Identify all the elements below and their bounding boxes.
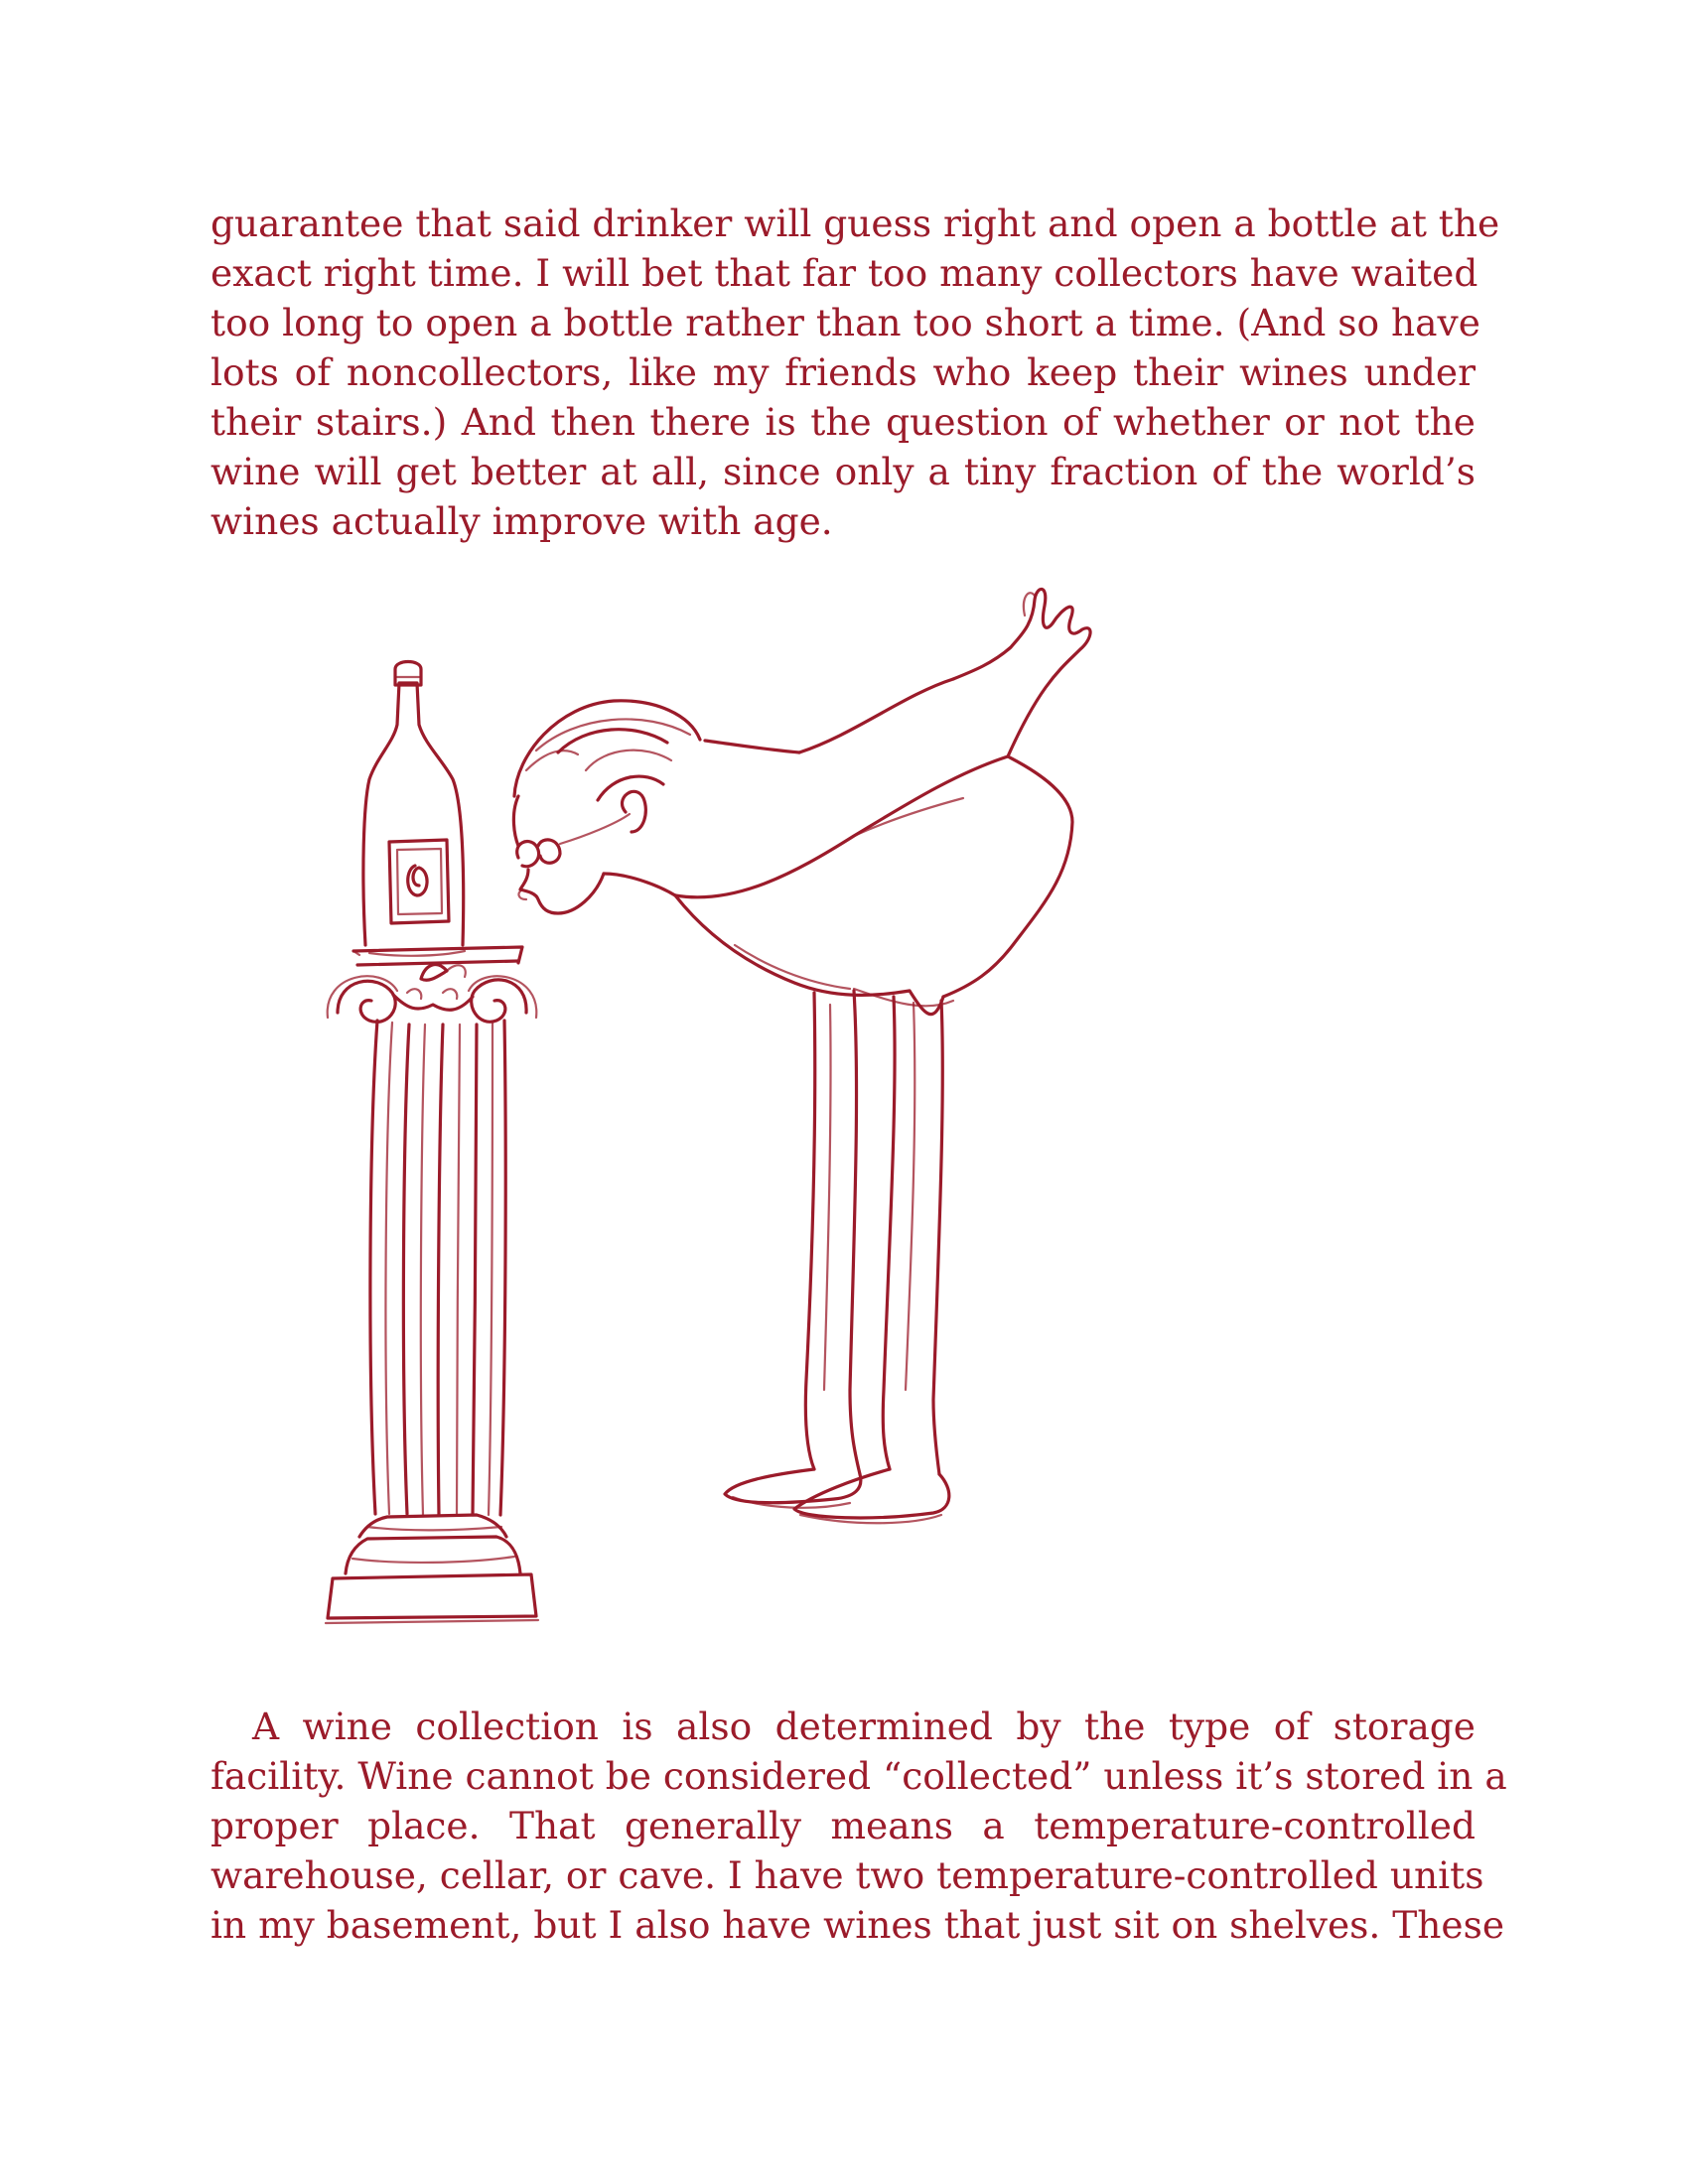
text-line: exact right time. I will bet that far too many collectors have waited bbox=[211, 251, 1478, 295]
text-line: wines actually improve with age. bbox=[211, 499, 833, 543]
text-line: their stairs.) And then there is the question of whether or not the bbox=[211, 400, 1476, 444]
text-line: A wine collection is also determined by the type of storage bbox=[252, 1705, 1476, 1748]
text-line: lots of noncollectors, like my friends who keep their wines under bbox=[211, 350, 1476, 394]
illustration-man-sniffing-wine-bottle bbox=[298, 576, 1400, 1648]
wine-bottle-drawing bbox=[363, 662, 465, 956]
text-line: proper place. That generally means a temperature-controlled bbox=[211, 1804, 1476, 1847]
text-line: wine will get better at all, since only a tiny fraction of the world’s bbox=[211, 450, 1476, 493]
body-paragraph-1 bbox=[211, 199, 1500, 546]
text-line: facility. Wine cannot be considered “collected” unless it’s stored in a bbox=[211, 1754, 1507, 1798]
text-line: guarantee that said drinker will guess right and open a bottle at the bbox=[211, 202, 1500, 245]
body-paragraph-2 bbox=[211, 1702, 1507, 1950]
line-drawing bbox=[298, 576, 1400, 1648]
text-line: in my basement, but I also have wines that just sit on shelves. These bbox=[211, 1903, 1505, 1947]
text-line: too long to open a bottle rather than too short a time. (And so have bbox=[211, 301, 1480, 344]
column-drawing bbox=[326, 947, 538, 1623]
bending-man-drawing bbox=[513, 589, 1090, 1523]
text-line: warehouse, cellar, or cave. I have two temperature-controlled units bbox=[211, 1853, 1484, 1897]
